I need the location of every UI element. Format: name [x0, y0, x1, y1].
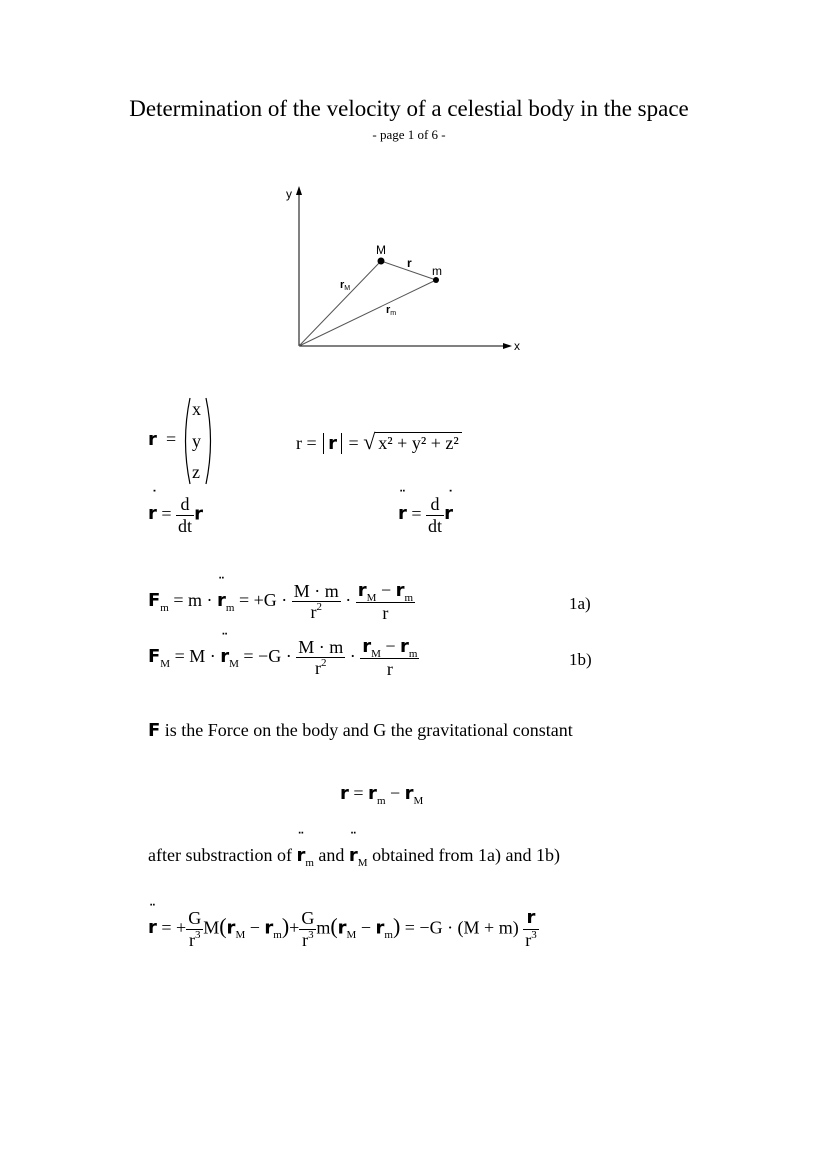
- force-description: [148, 720, 573, 741]
- final-equation: [148, 903, 539, 950]
- point-M-label: M: [376, 243, 386, 257]
- mass-M: M: [203, 917, 220, 938]
- unit-vector-fraction: $\frac{r_M - r_m}{r}$: [357, 580, 414, 623]
- equals-sign: =: [166, 429, 177, 449]
- lhs-text: = m ·: [173, 589, 213, 610]
- relative-vector-equation: [340, 783, 424, 807]
- x-axis-label: x: [514, 339, 520, 353]
- page-indicator: - page 1 of 6 -: [372, 127, 446, 142]
- y-axis: [296, 186, 302, 346]
- grav-term: = −G ·: [243, 645, 292, 666]
- equals-sign: =: [411, 503, 422, 524]
- mass-fraction: $\frac{M \cdot m}{r^2}$: [298, 636, 344, 679]
- vector-r-M-line: [299, 262, 380, 346]
- force-sentence: is the Force on the body and G the gravitational constant: [164, 720, 573, 740]
- subscript: M: [235, 929, 246, 942]
- grav-term: = +G ·: [238, 589, 288, 610]
- r-symbol: r: [226, 917, 236, 939]
- velocity-definition: [148, 489, 203, 536]
- equation-1b: [148, 631, 419, 679]
- subscript: M: [160, 657, 171, 670]
- vector-diagram: [280, 180, 530, 360]
- page-title: Determination of the velocity of a celestial body in the space: [129, 96, 689, 121]
- vector-rm-label: rm: [386, 304, 397, 317]
- subscript: M: [229, 657, 239, 670]
- r-symbol: r: [264, 917, 274, 939]
- r-ddot-symbol: r ¨: [296, 831, 306, 866]
- G-over-r3-fraction: $\frac{G}{r^3}$: [301, 908, 315, 950]
- unit-vector-fraction: $\frac{r_M - r_m}{r}$: [362, 636, 418, 679]
- plus-sign: +: [289, 917, 300, 938]
- final-tail: = −G · (M + m): [404, 917, 519, 938]
- magnitude-prefix: r =: [296, 433, 317, 453]
- point-m-label: m: [432, 264, 442, 278]
- r-symbol: r: [337, 917, 347, 939]
- acceleration-definition: [398, 489, 455, 536]
- x-axis: [299, 343, 512, 349]
- r-ddot-symbol: r ¨: [348, 831, 358, 866]
- equation-1a: [148, 575, 415, 623]
- r-ddot-symbol: r ¨: [398, 489, 407, 525]
- equals-plus: = +: [161, 917, 187, 938]
- F-symbol: F: [148, 589, 161, 611]
- sqrt-sign: √: [363, 429, 376, 454]
- r-dot-symbol: r ˙: [444, 489, 455, 525]
- r-ddot-symbol: r ¨: [217, 575, 226, 611]
- vector-r-m-line: [299, 280, 436, 346]
- abs-r-symbol: r: [328, 433, 338, 454]
- minus-sign: −: [360, 917, 371, 938]
- lhs-text: = M ·: [174, 645, 216, 666]
- component-z: z: [192, 462, 200, 482]
- r-dot-symbol: r ˙: [148, 489, 158, 525]
- r-ddot-symbol: r ¨: [148, 903, 157, 939]
- r-over-r3-fraction: $\frac{r}{r^3}$: [525, 907, 537, 950]
- minus-sign: −: [249, 917, 260, 938]
- subscript: M: [413, 795, 424, 807]
- open-paren: (: [219, 913, 227, 939]
- mass-m: m: [316, 917, 331, 938]
- subscript: m: [384, 929, 393, 942]
- close-paren: ): [392, 913, 401, 939]
- sentence-part-2: obtained from 1a) and 1b): [372, 845, 561, 865]
- dot-operator: ·: [345, 589, 352, 610]
- vector-r-label: r: [407, 256, 412, 270]
- magnitude-equation: [296, 429, 462, 455]
- substraction-sentence: [148, 831, 561, 869]
- r-symbol: r: [340, 783, 349, 804]
- G-over-r3-fraction: $\frac{G}{r^3}$: [188, 908, 202, 950]
- derivative-fraction: $\frac{d}{dt}$: [428, 494, 443, 536]
- minus-sign: −: [390, 783, 401, 803]
- open-paren: (: [330, 913, 338, 939]
- r-symbol: r: [148, 429, 157, 450]
- close-paren: ): [281, 913, 290, 939]
- sentence-and: and: [318, 845, 345, 865]
- subscript: m: [160, 601, 169, 614]
- sentence-part-1: after substraction of: [148, 845, 292, 865]
- dot-operator: ·: [349, 645, 356, 666]
- equals-sign: =: [161, 503, 172, 524]
- equals-sign: =: [353, 783, 364, 803]
- subscript: m: [376, 795, 386, 807]
- derivative-fraction: $\frac{d}{dt}$: [178, 494, 193, 536]
- vector-rM-label: rM: [340, 279, 351, 292]
- subscript: m: [273, 929, 282, 942]
- component-y: y: [192, 431, 201, 451]
- r-symbol: r: [375, 917, 385, 939]
- subscript: m: [305, 857, 314, 869]
- abs-value: [323, 433, 342, 454]
- equals-sign: =: [348, 433, 359, 453]
- r-symbol: r: [368, 783, 377, 804]
- subscript: M: [346, 929, 357, 942]
- equation-1a-label: 1a): [569, 594, 591, 613]
- y-axis-label: y: [286, 187, 292, 201]
- r-symbol: r: [194, 503, 203, 525]
- sqrt-radicand: x² + y² + z²: [375, 432, 461, 453]
- subscript: m: [225, 601, 235, 614]
- r-ddot-symbol: r ¨: [220, 631, 230, 667]
- mass-fraction: $\frac{M \cdot m}{r^2}$: [293, 580, 339, 623]
- subscript: M: [357, 857, 368, 869]
- point-M-dot: [378, 258, 385, 265]
- component-x: x: [192, 399, 201, 419]
- equation-1b-label: 1b): [569, 650, 592, 669]
- F-symbol: F: [148, 645, 161, 667]
- r-symbol: r: [404, 783, 414, 804]
- F-symbol: F: [148, 720, 161, 741]
